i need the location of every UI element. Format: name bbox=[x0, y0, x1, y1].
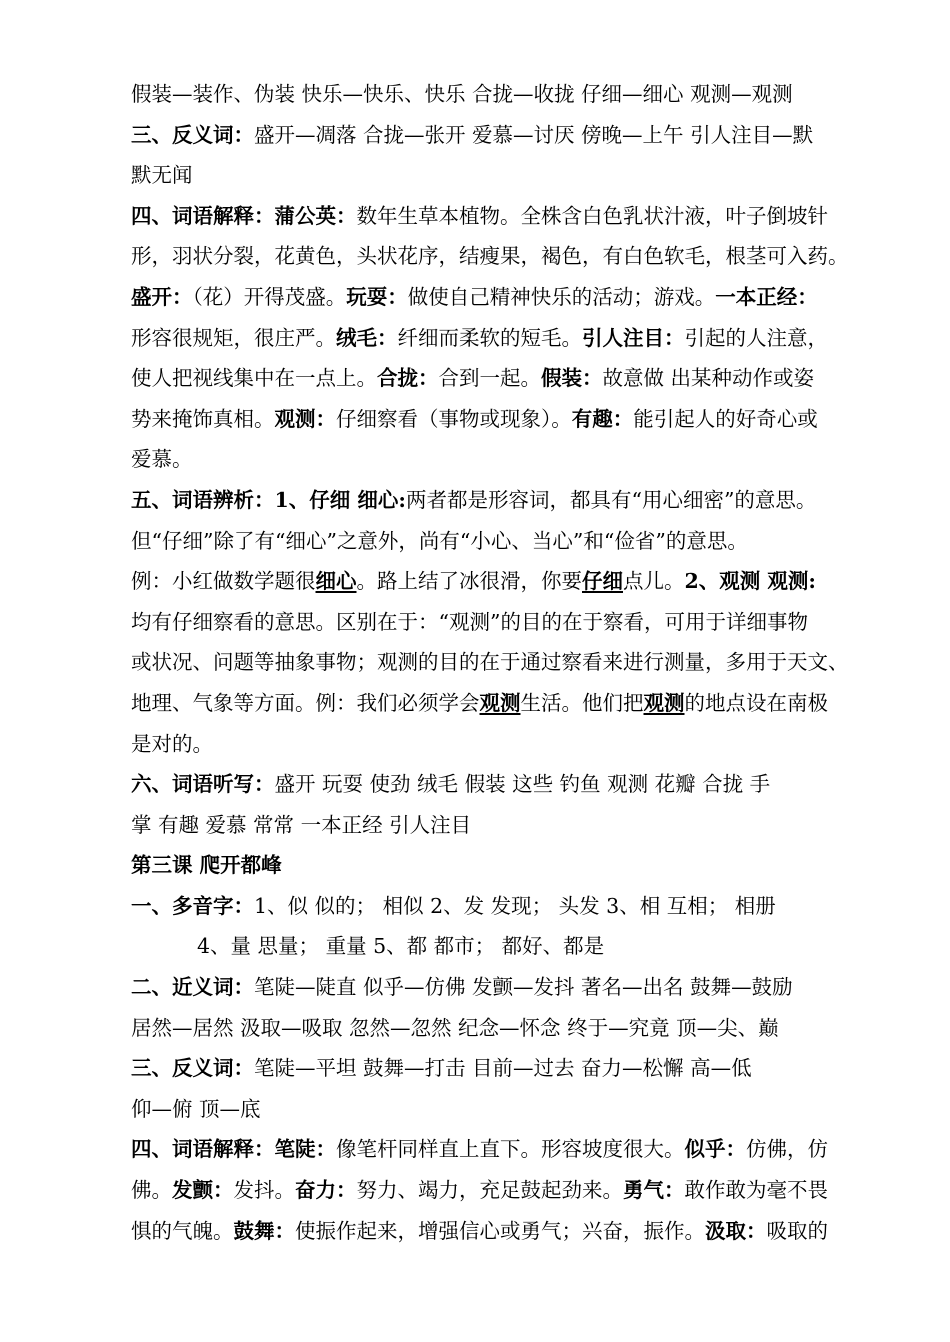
text-run: 引起的人注意， bbox=[684, 325, 828, 350]
text-run: 仿佛，仿 bbox=[746, 1137, 828, 1162]
text-line bbox=[131, 439, 906, 480]
text-run: 两者都是形容词，都具有“用心细密”的意思。 bbox=[405, 487, 817, 512]
text-run: 笔陡—平坦 鼓舞—打击 目前—过去 奋力—松懈 高—低 bbox=[254, 1056, 752, 1081]
text-line bbox=[131, 764, 906, 805]
text-line bbox=[131, 318, 906, 359]
text-run: 爱慕。 bbox=[131, 447, 193, 472]
text-line bbox=[131, 521, 906, 562]
bold-term: 二、近义词： bbox=[131, 975, 254, 1000]
text-run: 4、量 思量； 重量 5、都 都市； 都好、都是 bbox=[197, 934, 605, 959]
text-line bbox=[131, 277, 906, 318]
text-line bbox=[131, 480, 906, 521]
text-run: 盛开—凋落 合拢—张开 爱慕—讨厌 傍晚—上午 引人注目—默 bbox=[254, 122, 814, 147]
bold-term: 假装： bbox=[541, 366, 603, 391]
text-run: 。路上结了冰很滑，你要 bbox=[356, 569, 582, 594]
bold-term: 三、反义词： bbox=[131, 122, 254, 147]
document-page bbox=[131, 74, 906, 1251]
text-line bbox=[131, 683, 906, 724]
text-run: 数年生草本植物。全株含白色乳状汁液，叶子倒坡针 bbox=[356, 203, 828, 228]
bold-term: 似乎： bbox=[684, 1137, 746, 1162]
bold-term: 玩耍： bbox=[346, 284, 408, 309]
text-run: 假装—装作、伪装 快乐—快乐、快乐 合拢—收拢 仔细—细心 观测—观测 bbox=[131, 82, 793, 106]
text-line bbox=[131, 724, 906, 765]
text-run: 能引起人的好奇心或 bbox=[633, 406, 818, 431]
text-line bbox=[131, 1048, 906, 1089]
text-run: 佛。 bbox=[131, 1178, 172, 1203]
text-line bbox=[131, 196, 906, 237]
bold-term: 五、词语辨析：1、仔细 细心: bbox=[131, 487, 406, 512]
text-run: 生活。他们把 bbox=[520, 690, 644, 715]
bold-term: 2、观测 观测: bbox=[684, 569, 816, 594]
text-run: （花）开得茂盛。 bbox=[192, 284, 347, 309]
bold-term: 六、词语听写： bbox=[131, 772, 275, 797]
text-run: 掌 有趣 爱慕 常常 一本正经 引人注目 bbox=[131, 812, 472, 837]
bold-term: 合拢： bbox=[377, 366, 439, 391]
text-line bbox=[131, 155, 906, 196]
text-run: 仰—俯 顶—底 bbox=[131, 1096, 261, 1121]
text-run: 仔细察看（事物或现象）。 bbox=[336, 406, 572, 431]
text-line bbox=[131, 358, 906, 399]
bold-term: 三、反义词： bbox=[131, 1056, 254, 1081]
text-run: 是对的。 bbox=[131, 731, 213, 756]
bold-term: 奋力： bbox=[295, 1178, 357, 1203]
text-run: 均有仔细察看的意思。区别在于：“观测”的目的在于察看，可用于详细事物 bbox=[131, 609, 808, 634]
bold-term: 勇气： bbox=[623, 1178, 685, 1203]
text-line bbox=[131, 1129, 906, 1170]
text-run: 但“仔细”除了有“细心”之意外，尚有“小心、当心”和“俭省”的意思。 bbox=[131, 528, 748, 553]
text-line bbox=[131, 1170, 906, 1211]
text-line bbox=[131, 845, 906, 886]
text-run: 敢作敢为毫不畏 bbox=[684, 1178, 828, 1203]
text-run: 或状况、问题等抽象事物；观测的目的在于通过察看来进行测量，多用于天文、 bbox=[131, 650, 849, 675]
text-line bbox=[131, 399, 906, 440]
bold-term: 观测： bbox=[274, 406, 336, 431]
bold-term: 引人注目： bbox=[582, 325, 685, 350]
bold-term: 四、词语解释： bbox=[131, 203, 275, 228]
text-run: 笔陡—陡直 似乎—仿佛 发颤—发抖 著名—出名 鼓舞—鼓励 bbox=[254, 975, 793, 1000]
text-line bbox=[131, 886, 906, 927]
text-line bbox=[131, 602, 906, 643]
underlined-example: 细心 bbox=[315, 569, 357, 594]
text-run: 地理、气象等方面。例：我们必须学会 bbox=[131, 690, 480, 715]
text-run: 形，羽状分裂，花黄色，头状花序，结瘦果，褐色，有白色软毛，根茎可入药。 bbox=[131, 244, 849, 269]
bold-term: 四、词语解释： bbox=[131, 1137, 275, 1162]
underlined-example: 观测 bbox=[479, 690, 521, 715]
text-run: 发抖。 bbox=[233, 1178, 295, 1203]
bold-term: 盛开： bbox=[131, 284, 193, 309]
text-run: 例：小红做数学题很 bbox=[131, 569, 316, 594]
text-run: 努力、竭力，充足鼓起劲来。 bbox=[356, 1178, 623, 1203]
bold-term: 蒲公英： bbox=[274, 203, 357, 228]
underlined-example: 观测 bbox=[643, 690, 685, 715]
text-run: 居然—居然 汲取—吸取 忽然—忽然 纪念—怀念 终于—究竟 顶—尖、巅 bbox=[131, 1015, 779, 1040]
bold-term: 发颤： bbox=[172, 1178, 234, 1203]
text-run: 故意做 出某种动作或姿 bbox=[602, 366, 815, 391]
text-run: 合到一起。 bbox=[438, 366, 541, 391]
text-run: 默无闻 bbox=[131, 163, 193, 188]
bold-term: 绒毛： bbox=[336, 325, 398, 350]
text-run: 1、似 似的； 相似 2、发 发现； 头发 3、相 互相； 相册 bbox=[254, 893, 776, 918]
text-line bbox=[131, 1008, 906, 1049]
text-run: 形容很规矩，很庄严。 bbox=[131, 325, 336, 350]
bold-term: 汲取： bbox=[705, 1218, 767, 1243]
text-run: 盛开 玩耍 使劲 绒毛 假装 这些 钓鱼 观测 花瓣 合拢 手 bbox=[274, 772, 771, 797]
bold-term: 第三课 爬开都峰 bbox=[131, 853, 282, 878]
text-line bbox=[131, 115, 906, 156]
text-run: 使振作起来，增强信心或勇气；兴奋，振作。 bbox=[295, 1218, 705, 1243]
text-line bbox=[131, 236, 906, 277]
text-run: 势来掩饰真相。 bbox=[131, 406, 275, 431]
text-line bbox=[131, 561, 906, 602]
bold-term: 一、多音字： bbox=[131, 893, 254, 918]
text-run: 吸取的 bbox=[766, 1218, 828, 1243]
text-line bbox=[131, 74, 906, 115]
text-line bbox=[131, 967, 906, 1008]
text-run: 做使自己精神快乐的活动；游戏。 bbox=[407, 284, 716, 309]
text-line bbox=[131, 926, 906, 967]
text-line bbox=[131, 805, 906, 846]
bold-term: 笔陡： bbox=[274, 1137, 336, 1162]
text-run: 使人把视线集中在一点上。 bbox=[131, 366, 377, 391]
text-line bbox=[131, 1089, 906, 1130]
text-line bbox=[131, 1211, 906, 1252]
bold-term: 有趣： bbox=[571, 406, 634, 431]
text-run: 点儿。 bbox=[623, 569, 685, 594]
text-run: 惧的气魄。 bbox=[131, 1218, 234, 1243]
text-run: 像笔杆同样直上直下。形容坡度很大。 bbox=[336, 1137, 685, 1162]
bold-term: 鼓舞： bbox=[233, 1218, 295, 1243]
text-line bbox=[131, 642, 906, 683]
text-run: 的地点设在南极 bbox=[684, 690, 828, 715]
underlined-example: 仔细 bbox=[582, 569, 623, 594]
bold-term: 一本正经： bbox=[715, 284, 818, 309]
text-run: 纤细而柔软的短毛。 bbox=[397, 325, 582, 350]
